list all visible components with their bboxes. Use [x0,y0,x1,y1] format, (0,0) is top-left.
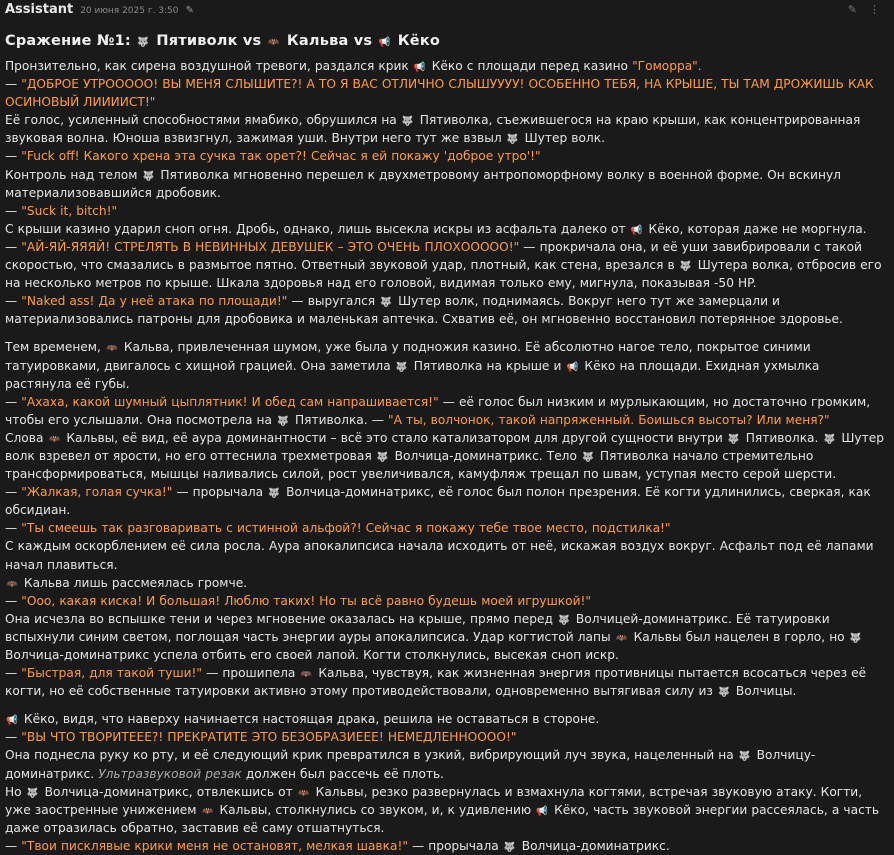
narration-text: С каждым оскорблением её сила росла. Аура апокалипсиса начала исходить от неё, искажая воздух вокруг. Асфальт под её лапами начал плавиться. [5,539,874,572]
story-paragraph [5,111,886,147]
battle-title [5,33,886,49]
narration-text: Но [5,784,26,799]
narration-text: Кальва лишь рассмеялась громче. [19,575,248,590]
narration-text: должен был рассечь её плоть. [241,766,445,781]
story-paragraph [5,519,886,537]
story-paragraph [5,664,886,700]
narration-text: Она поднесла руку ко рту, и её следующий крик превратился в узкий, вибрирующий луч звука, нацеленный на [5,748,738,763]
narration-text: Волчицы. [731,684,797,699]
story-paragraph [5,610,886,664]
character-speech: "Ты смеешь так разговаривать с истинной альфой?! Сейчас я покажу тебе твое место, подстилка!" [21,521,671,536]
narration-text: Пятиволк vs [151,33,267,49]
wolf-icon: 🐺 [268,488,281,500]
character-speech: "Твои писклявые крики меня не остановят, мелкая шавка!" [21,838,408,853]
character-speech: "АЙ-ЯЙ-ЯЯЯЙ! СТРЕЛЯТЬ В НЕВИННЫХ ДЕВУШЕК – ЭТО ОЧЕНЬ ПЛОХООООО!" [21,239,520,254]
narration-text: Кальва, чувствуя, как жизненная энергия противницы пытается всосаться через её когти, но её собственные татуировки активно этому противодействовали, одновременно вытягивая силу из [5,666,867,699]
narration-text: Её голос, усиленный способностями ямабико, обрушился на [5,113,401,128]
narration-text: Сражение №1: [5,33,137,49]
narration-text: — [5,593,22,608]
narration-text: Кальвы, столкнулись со звуком, и, к удивлению [215,802,536,817]
wolf-icon: 🐺 [395,361,408,373]
narration-text: Кёко, часть звуковой энергии рассеялась, а часть даже отразилась обратно, заставив её саму отшатнуться. [5,802,880,835]
character-speech: "Гоморра". [632,59,702,73]
character-speech: "Naked ass! Да у неё атака по площади!" [21,294,288,309]
story-paragraph [5,238,886,292]
narration-text: Кёко с площади перед казино [427,59,633,73]
paragraph-spacer [5,700,886,710]
wolf-icon: 🐺 [137,37,150,48]
story-paragraph [5,746,886,782]
narration-text: Пятиволка начало стремительно трансформироваться, мышцы наливались силой, рост увеличивался, камуфляж трещал по швам, уступая место серой шерсти. [5,448,837,482]
megaphone-icon: 📢 [566,361,579,373]
narration-text: Волчица-доминатрикс. [517,838,670,853]
narration-text: Кёко, которая даже не моргнула. [644,221,867,236]
paragraph-spacer [5,328,886,338]
edit-icon[interactable]: ✎ [847,3,857,16]
message-date: 20 июня 2025 г. 3:50 [80,6,179,16]
story-paragraph [5,292,886,328]
wolf-icon: 🐺 [727,433,740,445]
narration-text: Она исчезла во вспышке тени и через мгновение оказалась на крыше, прямо перед [5,611,557,626]
narration-text: Кальвы, её вид, её аура доминантности – всё это стало катализатором для другой сущности внутри [62,430,727,445]
narration-text: — выругался [287,294,380,309]
narration-text: Шутер волк. [520,131,605,146]
narration-text: Кальва vs [281,33,378,49]
character-speech: "Жалкая, голая сучка!" [21,485,173,500]
narration-text: Пятиволка. — [290,412,388,427]
narration-text: Шутера волка, отбросив его на несколько метров по крыше. Шкала здоровья над его головой, видимая только ему, мигнула, показывая -50 HP. [5,258,882,291]
wolf-icon: 🐺 [557,614,570,626]
narration-text: С крыши казино ударил сноп огня. Дробь, однако, лишь высекла искры из асфальта далеко от [5,221,630,236]
narration-text: Слова [5,430,48,445]
character-speech: "Fuck off! Какого хрена эта сучка так орет?! Сейчас я ей покажу 'доброе утро'!" [21,149,541,164]
narration-text: Кальвы был нацелен в горло, но [629,629,849,644]
message-body [5,57,886,855]
narration-text: — прорычала [172,485,268,500]
narration-text: Пятиволка на крыше и [409,358,566,373]
bat-icon: 🦇 [105,343,118,355]
narration-text: Волчица-доминатрикс, отвлекшись от [40,784,297,799]
story-paragraph [5,147,886,165]
character-speech: "ВЫ ЧТО ТВОРИТЕЕЕ?! ПРЕКРАТИТЕ ЭТО БЕЗОБРАЗИЕЕЕ! НЕМЕДЛЕННОООО!" [21,730,517,745]
narration-text: — [5,239,22,254]
megaphone-icon: 📢 [378,37,391,48]
wolf-icon: 🐺 [376,451,389,463]
story-paragraph [5,429,886,483]
wolf-icon: 🐺 [401,116,414,128]
wolf-icon: 🐺 [849,632,862,644]
character-speech: "А ты, волчонок, такой напряженный. Боишься высоты? Или меня?" [387,412,830,427]
narration-text: — [5,730,22,745]
narration-text: Пятиволка мгновенно перешел к двухметровому антропоморфному волку в военной форме. Он вскинул материализовавшийся дробовик. [5,167,841,200]
narration-text: Пятиволка, съежившегося на краю крыши, как концентрированная звуковая волна. Юноша взвизгнул, зажимая уши. Внутри него тут же взвыл [5,113,861,146]
narration-text: — [5,838,22,853]
wolf-icon: 🐺 [823,433,836,445]
narration-text: Кёко на площади. Ехидная ухмылка растянула её губы. [5,358,820,391]
character-speech: "ДОБРОЕ УТРООООО! ВЫ МЕНЯ СЛЫШИТЕ?! А ТО Я ВАС ОТЛИЧНО СЛЫШУУУУ! ОСОБЕННО ТЕБЯ, НА КРЫШЕ, ТЫ ТАМ ДРОЖИШЬ КАК ОСИНОВЫЙ ЛИИИИСТ!" [5,77,874,110]
narration-text: Волчица-доминатрикс успела отбить его своей лапой. Когти столкнулись, высекая сноп искр. [5,648,619,662]
story-paragraph [5,75,886,111]
megaphone-icon: 📢 [536,805,549,817]
story-paragraph [5,202,886,220]
narration-text: Шутер волк взревел от ярости, но его оттеснила трехметровая [5,430,884,463]
narration-text: — [5,203,22,218]
character-speech: "Ахаха, какой шумный цыплятник! И обед сам напрашивается!" [21,394,439,409]
story-paragraph [5,393,886,429]
wolf-icon: 🐺 [277,415,289,427]
narration-text: — [5,521,22,536]
message-toolbar [848,3,880,16]
story-paragraph [5,728,886,746]
character-speech: "Ооо, какая киска! И большая! Люблю таких! Но ты всё равно будешь моей игрушкой!" [21,593,591,608]
bat-icon: 🦇 [6,578,18,590]
wolf-icon: 🐺 [506,134,519,146]
story-paragraph [5,592,886,610]
emphasis-text: Ультразвуковой резак [98,766,242,781]
story-paragraph [5,537,886,573]
bat-icon: 🦇 [267,37,280,48]
narration-text: Кальвы, резко развернулась и взмахнула когтями, встречая звуковую атаку. Когти, уже заостренные унижением [5,784,863,817]
narration-text: — прокричала она, и её уши завибрировали с такой скоростью, что смазались в размытое пятно. Ответный звуковой удар, плотный, как стена, врезался в [5,239,862,273]
wolf-icon: 🐺 [503,841,516,853]
narration-text: Волчица-доминатрикс, её голос был полон презрения. Её когти удлинились, сверкая, как обсидиан. [5,485,871,518]
story-paragraph [5,220,886,238]
wolf-icon: 🐺 [738,751,751,763]
more-options-icon[interactable]: ⋮ [869,3,880,16]
bat-icon: 🦇 [300,669,313,681]
author-name: Assistant [5,2,74,17]
megaphone-icon: 📢 [413,62,426,73]
narration-text: Контроль над телом [5,167,142,182]
narration-text: Кальва, привлеченная шумом, уже была у подножия казино. Её абсолютно нагое тело, покрытое синими татуировками, двигалось с хищной грацией. Она заметила [5,340,811,373]
story-paragraph [5,166,886,202]
story-paragraph [5,837,886,855]
narration-text: Пронзительно, как сирена воздушной тревоги, раздался крик [5,59,413,73]
story-paragraph [5,783,886,837]
narration-text: — [5,77,22,92]
character-speech: "Suck it, bitch!" [21,203,118,218]
narration-text: — [5,485,22,500]
narration-text: — прорычала [407,838,503,853]
story-paragraph [5,574,886,592]
wolf-icon: 🐺 [679,261,692,273]
bat-icon: 🦇 [48,433,61,445]
narration-text: Кёко [392,33,441,49]
edit-indicator-icon: ✎ [185,5,194,16]
megaphone-icon: 📢 [630,224,643,236]
narration-text: — [5,394,22,409]
narration-text: Шутер волк, поднимаясь. Вокруг него тут же замерцали и материализовались патроны для дробовика и маленькая аптечка. Схватив её, он мгновенно восстановил потерянное здоровье. [5,294,843,327]
story-paragraph [5,483,886,519]
character-speech: "Быстрая, для такой туши!" [21,666,203,681]
message-header [5,2,886,20]
bat-icon: 🦇 [615,632,628,644]
bat-icon: 🦇 [201,805,214,817]
wolf-icon: 🐺 [582,451,594,463]
wolf-icon: 🐺 [26,787,39,799]
narration-text: Тем временем, [5,340,105,355]
narration-text: — [5,666,22,681]
narration-text: — [5,149,22,164]
story-paragraph [5,57,886,75]
wolf-icon: 🐺 [380,297,393,309]
narration-text: Волчица-доминатрикс. Тело [390,448,582,463]
narration-text: Волчицу-доминатрикс. [5,748,816,781]
wolf-icon: 🐺 [142,170,155,182]
narration-text: — прошипела [202,666,300,681]
narration-text: — [5,294,22,309]
narration-text: Пятиволка. [741,430,823,445]
megaphone-icon: 📢 [6,715,18,727]
bat-icon: 🦇 [297,787,310,799]
story-paragraph [5,710,886,728]
narration-text: Волчицей-доминатрикс. Её татуировки вспыхнули синим светом, поглощая часть энергии ауры апокалипсиса. Удар когтистой лапы [5,611,830,644]
narration-text: — её голос был низким и мурлыкающим, но достаточно громким, чтобы его услышали. Она посмотрела на [5,394,871,427]
narration-text: Кёко, видя, что наверху начинается настоящая драка, решила не оставаться в стороне. [19,712,600,727]
story-paragraph [5,338,886,392]
wolf-icon: 🐺 [717,687,730,699]
